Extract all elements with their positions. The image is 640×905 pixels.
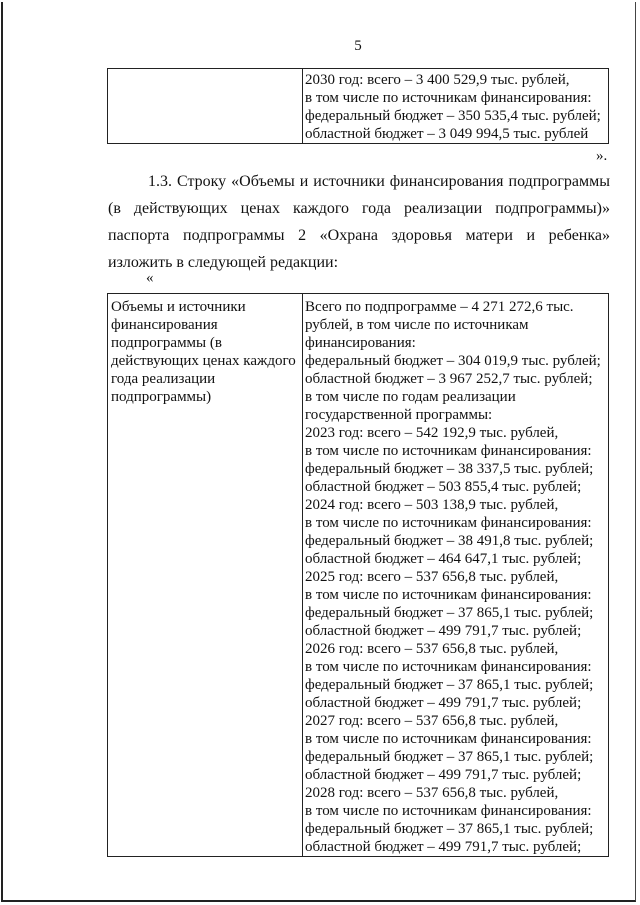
text-line: областной бюджет – 503 855,4 тыс. рублей;	[305, 479, 582, 495]
text-line: 2025 год: всего – 537 656,8 тыс. рублей,	[305, 569, 559, 585]
text-line: федеральный бюджет – 37 865,1 тыс. рублей;	[305, 749, 594, 765]
text-line: Всего по подпрограмме – 4 271 272,6 тыс.	[305, 299, 574, 315]
label-line: финансирования	[111, 317, 218, 333]
text-line: в том числе по источникам финансирования:	[305, 515, 592, 531]
amendment-paragraph: 1.3. Строку «Объемы и источники финансирования подпрограммы (в действующих ценах каждого года реализации подпрограммы)» паспорта подпрограммы 2 «Охрана здоровья матери и ребенка» изложить в следующей редакции:	[108, 173, 610, 271]
text-line: в том числе по источникам финансирования:	[305, 90, 592, 106]
label-line: Объемы и источники	[111, 299, 246, 315]
text-line: 2026 год: всего – 537 656,8 тыс. рублей,	[305, 641, 559, 657]
text-line: в том числе по источникам финансирования:	[305, 587, 592, 603]
text-line: областной бюджет – 3 049 994,5 тыс. рублей	[305, 126, 589, 142]
text-line: рублей, в том числе по источникам	[305, 317, 529, 333]
financing-table	[107, 293, 609, 857]
text-line: в том числе по источникам финансирования:	[305, 443, 592, 459]
continuation-table	[107, 68, 609, 144]
text-line: 2023 год: всего – 542 192,9 тыс. рублей,	[305, 425, 559, 441]
text-line: финансирования:	[305, 335, 416, 351]
text-line: 2027 год: всего – 537 656,8 тыс. рублей,	[305, 713, 559, 729]
text-line: государственной программы:	[305, 407, 493, 423]
text-line: областной бюджет – 499 791,7 тыс. рублей;	[305, 695, 582, 711]
text-line: федеральный бюджет – 37 865,1 тыс. рублей;	[305, 677, 594, 693]
text-line: в том числе по источникам финансирования:	[305, 731, 592, 747]
text-line: областной бюджет – 464 647,1 тыс. рублей;	[305, 551, 582, 567]
text-line: федеральный бюджет – 38 491,8 тыс. рублей;	[305, 533, 594, 549]
text-line: областной бюджет – 3 967 252,7 тыс. рублей;	[305, 371, 593, 387]
text-line: федеральный бюджет – 37 865,1 тыс. рублей;	[305, 605, 594, 621]
text-line: в том числе по источникам финансирования:	[305, 803, 592, 819]
label-line: действующих ценах каждого	[111, 353, 296, 369]
table-row	[108, 294, 609, 857]
closing-quote: ».	[596, 148, 608, 164]
financing-details-cell	[303, 294, 609, 857]
page-number: 5	[354, 38, 362, 54]
financing-right-cell	[303, 69, 609, 144]
table-row	[108, 69, 609, 144]
label-line: подпрограммы)	[111, 389, 212, 405]
text-line: 2028 год: всего – 537 656,8 тыс. рублей,	[305, 785, 559, 801]
text-line: в том числе по источникам финансирования:	[305, 659, 592, 675]
text-line: 2024 год: всего – 503 138,9 тыс. рублей,	[305, 497, 559, 513]
text-line: федеральный бюджет – 350 535,4 тыс. рублей;	[305, 108, 601, 124]
row-label-cell	[108, 294, 303, 857]
empty-left-cell	[108, 69, 303, 144]
label-line: подпрограммы (в	[111, 335, 222, 351]
text-line: областной бюджет – 499 791,7 тыс. рублей;	[305, 623, 582, 639]
text-line: федеральный бюджет – 304 019,9 тыс. рублей;	[305, 353, 601, 369]
opening-quote: «	[146, 270, 154, 286]
text-line: областной бюджет – 499 791,7 тыс. рублей;	[305, 839, 582, 855]
text-line: 2030 год: всего – 3 400 529,9 тыс. рублей,	[305, 72, 570, 88]
text-line: федеральный бюджет – 37 865,1 тыс. рублей;	[305, 821, 594, 837]
text-line: областной бюджет – 499 791,7 тыс. рублей;	[305, 767, 582, 783]
label-line: года реализации	[111, 371, 216, 387]
text-line: в том числе по годам реализации	[305, 389, 516, 405]
text-line: федеральный бюджет – 38 337,5 тыс. рублей;	[305, 461, 594, 477]
